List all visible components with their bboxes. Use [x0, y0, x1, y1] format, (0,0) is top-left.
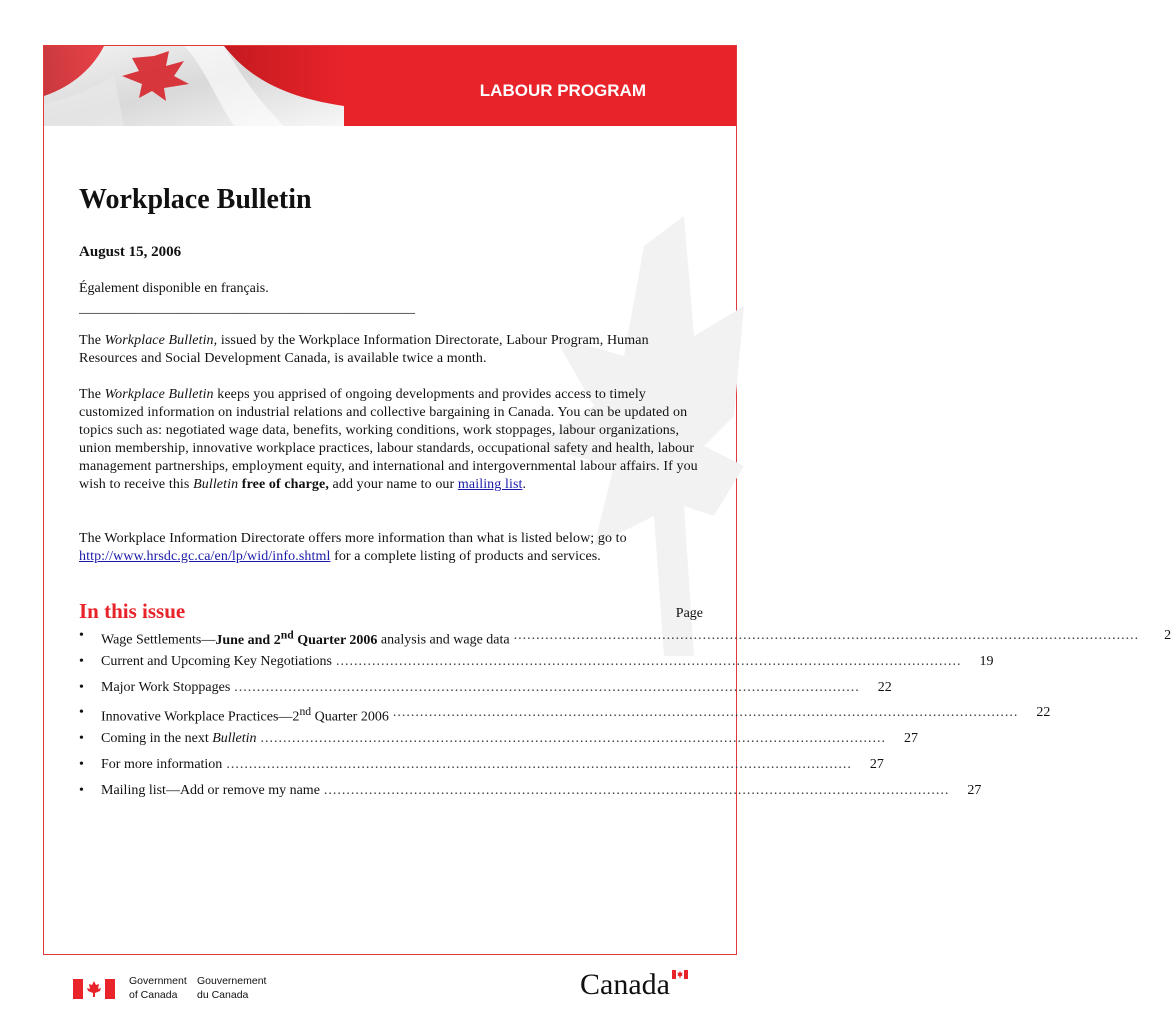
description-paragraph: The Workplace Bulletin keeps you apprised of ongoing developments and provides access to timely customized information on industrial relations and collective bargaining in Canada. You can be updated on topics such as: negotiated wage data, benefits, working conditions, work stoppages, labour organizations, union membership, innovative workplace practices, labour standards, occupational safety and health, labour management partnerships, employment equity, and international and intergovernmental labour affairs. If you wish to receive this Bulletin free of charge, add your name to our mailing list.: [79, 387, 698, 492]
toc-page-number: 27: [869, 756, 884, 772]
toc-page-number: 27: [904, 731, 919, 747]
toc-page-number: 19: [979, 653, 994, 669]
dot-leader: ...........................................................................................................................................: [234, 679, 860, 695]
toc-item-label: Major Work Stoppages: [101, 679, 231, 695]
toc-page-number: 22: [1036, 705, 1051, 721]
toc-item-key-negotiations[interactable]: [79, 653, 994, 680]
canada-wordmark: Canada: [580, 968, 670, 1001]
canada-flag-icon: [73, 979, 115, 999]
wordmark-flag-icon: [672, 970, 688, 979]
bullet-icon: •: [79, 756, 84, 772]
gov-french-text: Gouvernement du Canada: [197, 975, 267, 1001]
page-column-label: Page: [675, 606, 703, 621]
info-url-link[interactable]: http://www.hrsdc.gc.ca/en/lp/wid/info.shtml: [79, 549, 331, 564]
document-title: Workplace Bulletin: [79, 184, 312, 215]
toc-page-number: 2: [1164, 628, 1171, 643]
program-title: LABOUR PROGRAM: [479, 81, 646, 100]
french-availability-note: Également disponible en français.: [79, 281, 269, 296]
toc-item-more-information[interactable]: [79, 756, 884, 783]
in-this-issue-heading: In this issue: [79, 599, 186, 623]
waving-flag-image: [44, 46, 344, 126]
bullet-icon: •: [79, 628, 84, 643]
toc-item-wage-settlements[interactable]: [79, 628, 1171, 654]
mailing-list-link[interactable]: mailing list: [457, 477, 523, 492]
toc-item-work-stoppages[interactable]: [79, 679, 892, 706]
toc-page-number: 27: [967, 782, 982, 798]
more-info-paragraph: The Workplace Information Directorate offers more information than what is listed below; go to http://www.hrsdc.gc.ca/en/lp/wid/info.shtml for a complete listing of products and services.: [79, 531, 627, 564]
bullet-icon: •: [79, 679, 84, 695]
toc-item-label: Wage Settlements—June and 2nd Quarter 2006 analysis and wage data: [101, 628, 510, 648]
toc-item-label: Mailing list—Add or remove my name: [101, 782, 320, 798]
bullet-icon: •: [79, 653, 84, 669]
page-frame: [43, 45, 1171, 955]
gov-english-text: Government of Canada: [129, 975, 187, 1001]
bullet-icon: •: [79, 705, 84, 721]
intro-paragraph: The Workplace Bulletin, issued by the Workplace Information Directorate, Labour Program, Human Resources and Social Development Canada, is available twice a month.: [79, 333, 649, 366]
toc-item-mailing-list[interactable]: [79, 782, 982, 809]
separator-line: ________________________________________________: [79, 301, 415, 316]
dot-leader: ...........................................................................................................................................: [260, 731, 887, 747]
dot-leader: ...........................................................................................................................................: [513, 628, 1140, 643]
toc-item-coming-next[interactable]: [79, 731, 919, 757]
toc-item-label: Innovative Workplace Practices—2nd Quarter 2006: [101, 705, 389, 726]
bullet-icon: •: [79, 731, 84, 747]
bullet-icon: •: [79, 782, 84, 798]
table-of-contents: [79, 628, 1171, 809]
dot-leader: ...........................................................................................................................................: [335, 653, 962, 669]
toc-item-label: Coming in the next Bulletin: [101, 731, 257, 747]
dot-leader: ...........................................................................................................................................: [226, 756, 852, 772]
dot-leader: ...........................................................................................................................................: [392, 705, 1019, 721]
toc-item-label: Current and Upcoming Key Negotiations: [101, 653, 332, 669]
toc-item-label: For more information: [101, 756, 223, 772]
header-banner: [44, 46, 736, 126]
toc-page-number: 22: [877, 679, 892, 695]
issue-date: August 15, 2006: [79, 244, 182, 260]
toc-item-innovative-practices[interactable]: [79, 705, 1051, 731]
dot-leader: ...........................................................................................................................................: [323, 782, 950, 798]
